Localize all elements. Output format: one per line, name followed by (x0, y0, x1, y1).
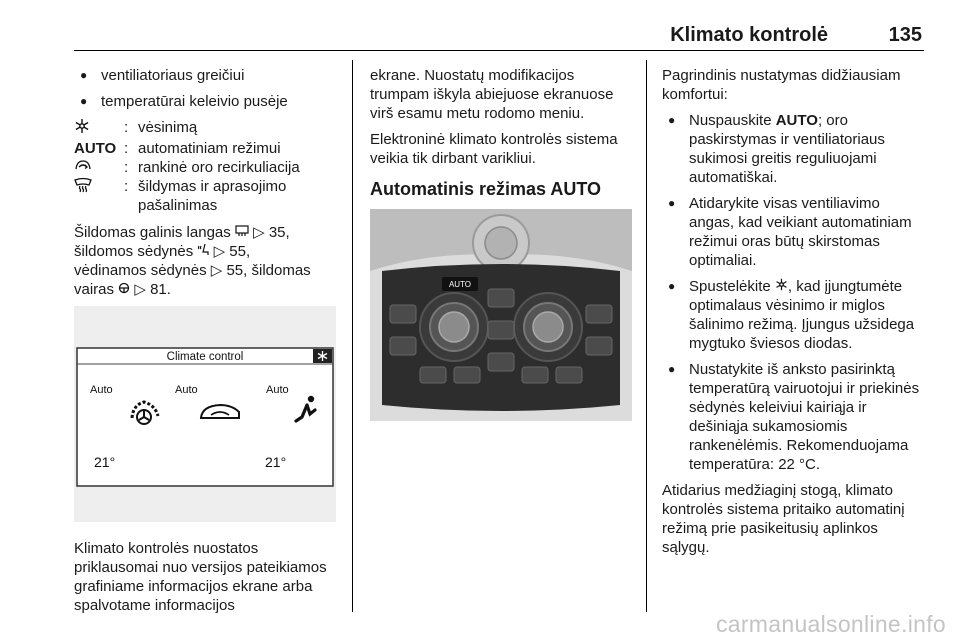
cooling-icon (775, 278, 788, 291)
column-2 (370, 66, 636, 426)
climate-screen-svg (74, 306, 336, 522)
windscreen-defrost-icon (74, 177, 124, 215)
auto-label: AUTO (775, 112, 818, 129)
section-heading: Automatinis režimas AUTO (370, 179, 602, 199)
definition-text: automatiniam režimui (138, 140, 281, 157)
air-recirculation-icon (74, 158, 124, 177)
climate-control-screen-figure (74, 306, 340, 527)
list-item: ● temperatūrai keleivio pusėje (74, 92, 340, 111)
paragraph: ekrane. Nuostatų modifikacijos trumpam iškyla abiejuose ekranuose virš esamu metu rodomo meniu. (370, 67, 614, 122)
center-mode-label: Auto (175, 384, 198, 396)
column-divider-2 (646, 60, 647, 612)
list-item: ● Nustatykite iš anksto pasirinktą temperatūrą vairuotojui ir priekinės sėdynės keleiviui kairiąja ir dešiniąja sukamosiomis rankenėlėmis. Rekomenduojama temperatūra: 22 °C. (662, 360, 928, 474)
heated-features-paragraph: Šildomas galinis langas ▷ 35, šildomos sėdynės ▷ 55, vėdinamos sėdynės ▷ 55, šildomas vairas ▷ 81. (74, 224, 311, 298)
definition-text: vėsinimą (138, 119, 198, 136)
list-item: ● Atidarykite visas ventiliavimo angas, kad veikiant automatiniam režimui oras būtų skirstomas optimaliai. (662, 194, 928, 270)
list-item: ● ventiliatoriaus greičiui (74, 66, 340, 85)
settings-icon[interactable] (313, 349, 332, 363)
page-ref-arrow-icon: ▷ (134, 281, 146, 298)
page-ref-arrow-icon: ▷ (213, 243, 226, 260)
bullet-list (662, 111, 928, 474)
left-mode-label: Auto (90, 384, 113, 396)
paragraph: Elektroninė klimato kontrolės sistema veikia tik dirbant varikliui. (370, 131, 618, 167)
list-item: ● Nuspauskite AUTO; oro paskirstymas ir ventiliatoriaus sukimosi greitis reguliuojami automatiškai. (662, 111, 928, 187)
column-divider-1 (352, 60, 353, 612)
screen-title: Climate control (166, 351, 244, 363)
right-temperature: 21° (265, 454, 287, 470)
column-1 (74, 66, 340, 622)
steering-wheel-heating-icon (118, 282, 130, 294)
definition-text: šildymas ir aprasojimo pašalinimas (138, 178, 287, 214)
definition-text: rankinė oro recirkuliacija (138, 159, 300, 176)
watermark: carmanualsonline.info (715, 611, 946, 637)
right-mode-label: Auto (266, 384, 289, 396)
paragraph: Pagrindinis nustatymas didžiausiam komfortui: (662, 67, 901, 103)
cooling-icon (74, 118, 124, 139)
symbol-definitions: : vėsinimą AUTO : automatiniam režimui : rankinė oro recirkuliacija : šildymas ir aprasojimo pašalinimas (74, 118, 340, 215)
rear-window-heating-icon (235, 225, 249, 237)
left-temperature: 21° (94, 454, 116, 470)
page-ref-arrow-icon: ▷ (210, 262, 223, 279)
list-item: ● Spustelėkite , kad įjungtumėte optimalaus vėsinimo ir miglos šalinimo režimą. Įjungus užsidega mygtuko šviesos diodas. (662, 277, 928, 353)
paragraph: Atidarius medžiaginį stogą, klimato kontrolės sistema pritaiko automatinį režimą prie pasikeitusių aplinkos sąlygų. (662, 482, 905, 556)
auto-button[interactable]: AUTO (448, 280, 472, 289)
header-rule (74, 50, 924, 51)
seat-heating-icon (197, 243, 209, 256)
bullet-list (74, 66, 340, 111)
column-3 (662, 66, 928, 564)
page-number: 135 (888, 24, 922, 46)
page-title: Klimato kontrolė (670, 24, 828, 46)
auto-symbol: AUTO (74, 140, 117, 157)
page-ref-arrow-icon: ▷ (253, 224, 265, 241)
figure-caption: Klimato kontrolės nuostatos priklausomai nuo versijos pateikiamos grafiniame informacijos ekrane arba spalvotame informacijos (74, 540, 327, 614)
climate-panel-photo (370, 209, 632, 421)
